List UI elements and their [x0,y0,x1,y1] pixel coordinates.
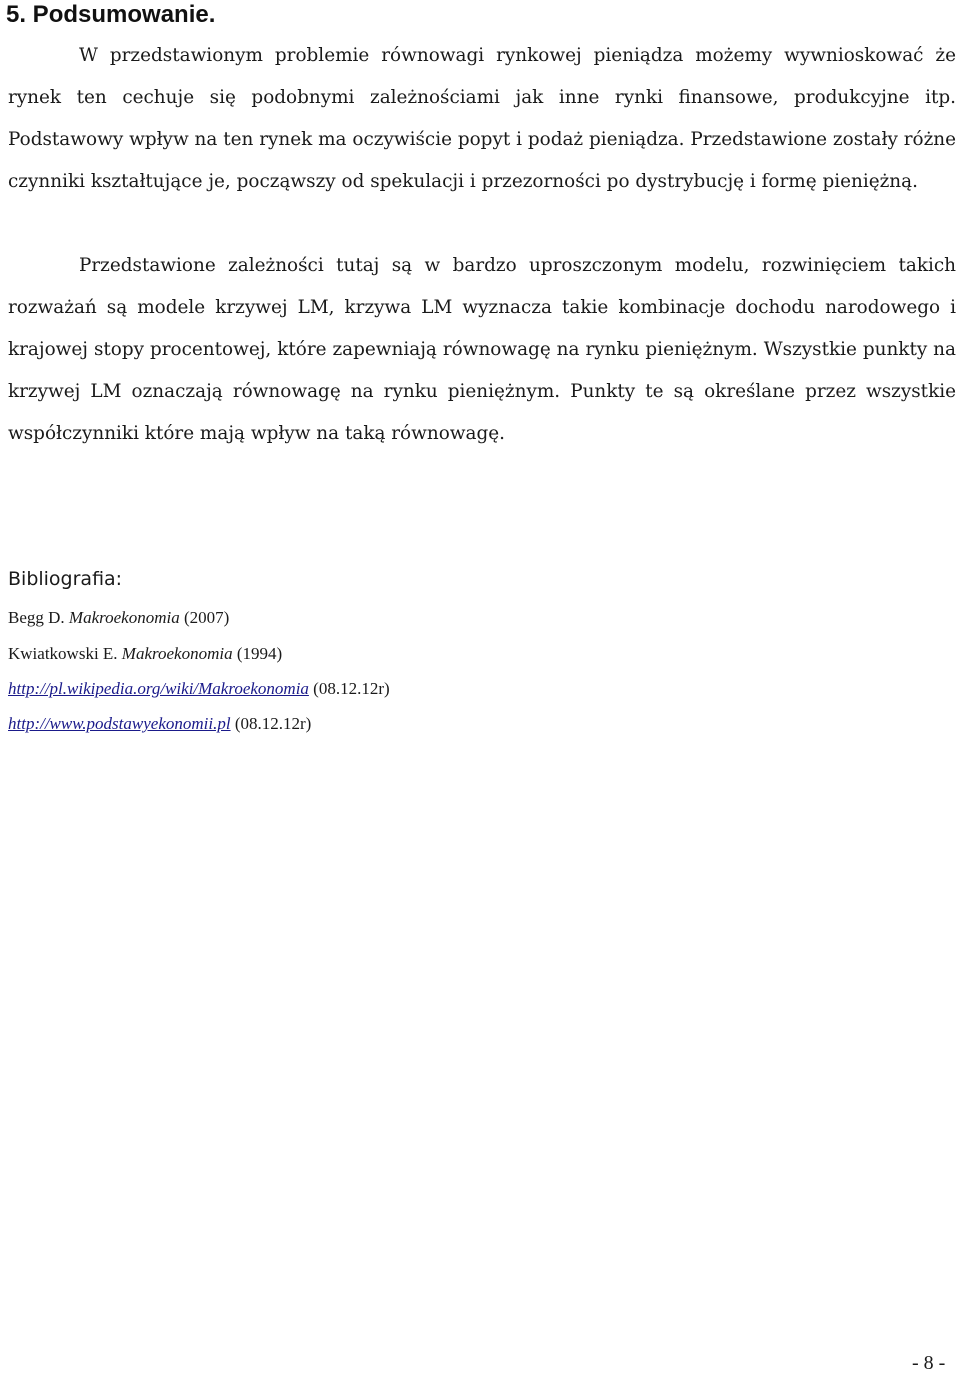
bibliography-author: Kwiatkowski E. [8,644,118,663]
bibliography-title: Bibliografia: [8,568,123,590]
section-heading: 5. Podsumowanie. [6,1,216,28]
podstawyekonomii-link[interactable]: http://www.podstawyekonomii.pl [8,714,231,733]
bibliography-date: (2007) [183,608,230,627]
bibliography-link-entry [8,712,311,736]
bibliography-author: Begg D. [8,608,65,627]
bibliography-entry [8,606,229,630]
bibliography-work: Makroekonomia [121,644,233,663]
bibliography-entry [8,642,282,666]
bibliography-date: (08.12.12r) [313,679,390,698]
bibliography-work: Makroekonomia [68,608,180,627]
summary-paragraph-2: Przedstawione zależności tutaj są w bardzo uproszczonym modelu, rozwinięciem takich rozważań są modele krzywej LM, krzywa LM wyznacza takie kombinacje dochodu narodowego i krajowej stopy procentowej, które zapewniają równowagę na rynku pieniężnym. Wszystkie punkty na krzywej LM oznaczają równowagę na rynku pieniężnym. Punkty te są określane przez wszystkie współczynniki które mają wpływ na taką równowagę. [8,255,956,444]
bibliography-date: (08.12.12r) [234,714,312,733]
bibliography-link-entry [8,677,390,701]
page-number: - 8 - [912,1352,946,1374]
wikipedia-link[interactable]: http://pl.wikipedia.org/wiki/Makroekonomia [8,679,309,698]
summary-paragraph-1: W przedstawionym problemie równowagi rynkowej pieniądza możemy wywnioskować że rynek ten cechuje się podobnymi zależnościami jak inne rynki finansowe, produkcyjne itp. Podstawowy wpływ na ten rynek ma oczywiście popyt i podaż pieniądza. Przedstawione zostały różne czynniki kształtujące je, począwszy od spekulacji i przezorności po dystrybucję i formę pieniężną. [8,45,956,192]
bibliography-date: (1994) [236,644,283,663]
